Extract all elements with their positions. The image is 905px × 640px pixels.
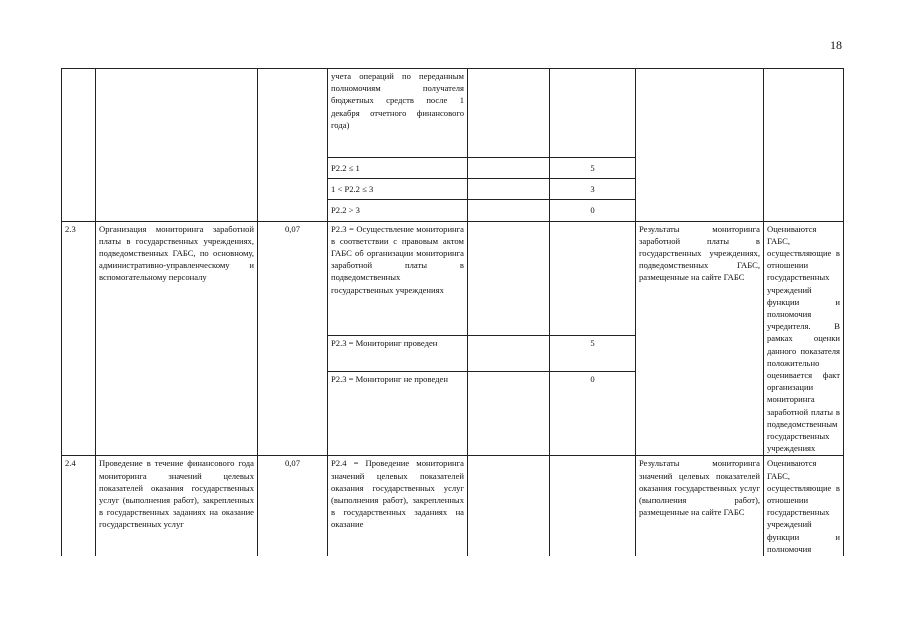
empty-cell: [550, 221, 636, 336]
number-cell: 2.4: [62, 456, 96, 557]
page-number: 18: [830, 38, 842, 52]
source-cell: [636, 69, 764, 222]
condition-cell: P2.2 > 3: [328, 200, 468, 221]
empty-cell: [468, 336, 550, 372]
condition-cell: P2.2 ≤ 1: [328, 158, 468, 179]
formula-description-cell: P2.4 = Проведение мониторинга значений целевых показателей оказания государственных услуг (выполнения работ), закрепленных в государственных заданиях на оказание: [328, 456, 468, 557]
empty-cell: [468, 179, 550, 200]
table-row: [62, 221, 844, 336]
formula-description-cell: P2.3 = Осуществление мониторинга в соответствии с правовым актом ГАБС об организации мониторинга заработной платы в подведомственных государственных учреждениях: [328, 221, 468, 336]
empty-cell: [468, 158, 550, 179]
indicator-name-cell: Организация мониторинга заработной платы в государственных учреждениях, подведомственных ГАБС, по основному, административно-управленческому и вспомогательному персоналу: [96, 221, 258, 456]
table-row: [62, 456, 844, 557]
source-cell: Результаты мониторинга значений целевых показателей оказания государственных услуг (выполнения работ), размещенные на сайте ГАБС: [636, 456, 764, 557]
table-row: [62, 69, 844, 158]
indicator-name-cell: Проведение в течение финансового года мониторинга значений целевых показателей оказания государственных услуг (выполнения работ), закрепленных в государственных заданиях на оказание государственных услуг: [96, 456, 258, 557]
score-cell: 5: [550, 158, 636, 179]
weight-cell: [258, 69, 328, 222]
comment-cell: [764, 69, 844, 222]
empty-cell: [550, 69, 636, 158]
weight-cell: 0,07: [258, 456, 328, 557]
number-cell: [62, 69, 96, 222]
condition-cell: P2.3 = Мониторинг не проведен: [328, 372, 468, 456]
formula-description-cell: учета операций по переданным полномочиям получателя бюджетных средств после 1 декабря отчетного финансового года): [328, 69, 468, 158]
score-cell: 0: [550, 200, 636, 221]
condition-cell: 1 < P2.2 ≤ 3: [328, 179, 468, 200]
score-cell: 3: [550, 179, 636, 200]
indicator-name-cell: [96, 69, 258, 222]
condition-cell: P2.3 = Мониторинг проведен: [328, 336, 468, 372]
weight-cell: 0,07: [258, 221, 328, 456]
comment-cell: Оцениваются ГАБС, осуществляющие в отношении государственных учреждений функции и полномочия: [764, 456, 844, 557]
source-cell: Результаты мониторинга заработной платы в государственных учреждениях, подведомственных ГАБС, размещенные на сайте ГАБС: [636, 221, 764, 456]
empty-cell: [468, 200, 550, 221]
empty-cell: [468, 372, 550, 456]
empty-cell: [468, 456, 550, 557]
empty-cell: [550, 456, 636, 557]
number-cell: 2.3: [62, 221, 96, 456]
indicator-table: [61, 68, 844, 556]
comment-cell: Оцениваются ГАБС, осуществляющие в отношении государственных учреждений функции и полномочия учредителя. В рамках оценки данного показателя положительно оценивается факт организации мониторинга заработной платы в подведомственным государственных учреждениях: [764, 221, 844, 456]
score-cell: 5: [550, 336, 636, 372]
empty-cell: [468, 69, 550, 158]
empty-cell: [468, 221, 550, 336]
score-cell: 0: [550, 372, 636, 456]
